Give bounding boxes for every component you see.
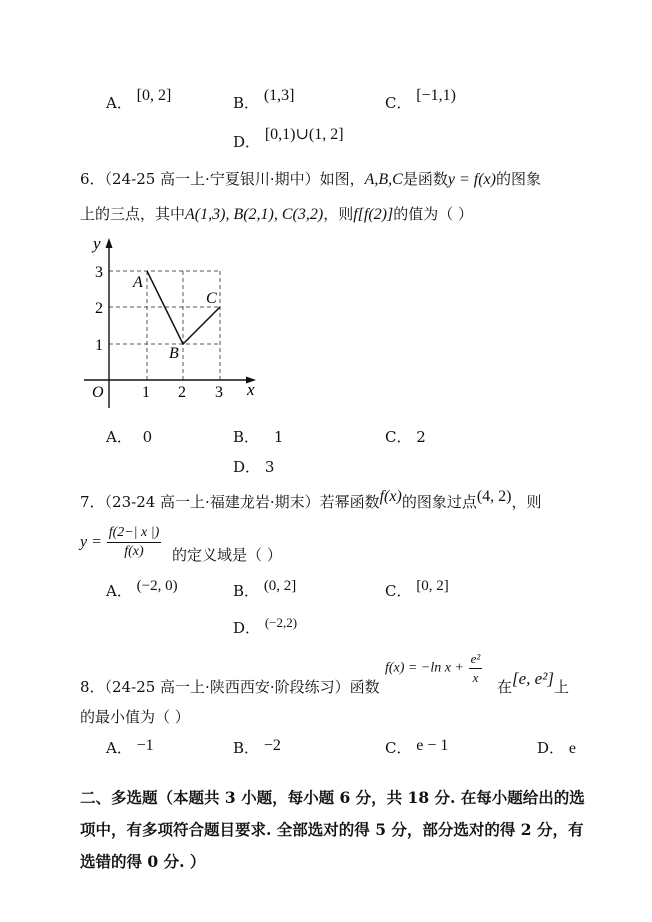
function-expr: f(x) bbox=[379, 488, 402, 505]
option-letter: B． bbox=[233, 94, 260, 112]
option-letter: A． bbox=[106, 739, 132, 757]
function-lhs: f(x) = −ln x + bbox=[385, 660, 464, 676]
q7-fraction bbox=[107, 524, 162, 561]
point-label-b: B bbox=[169, 345, 179, 362]
q7-stem-line2 bbox=[80, 524, 282, 564]
x-tick-label: 2 bbox=[178, 384, 186, 401]
option-value: 0 bbox=[142, 428, 153, 446]
option-value: 2 bbox=[416, 428, 426, 446]
y-axis-arrow bbox=[106, 238, 113, 248]
stem-text: 的定义域是（ ） bbox=[172, 546, 282, 564]
y-axis-label: y bbox=[93, 234, 101, 253]
q8-option-c bbox=[385, 737, 448, 758]
section2-line2: 项中，有多项符合题目要求. 全部选对的得 5 分，部分选对的得 2 分，有 bbox=[80, 820, 584, 839]
fraction-denominator: f(x) bbox=[124, 544, 144, 559]
option-value: [0, 2] bbox=[136, 87, 172, 104]
interval-expr: [e, e²] bbox=[512, 669, 554, 688]
y-tick-label: 2 bbox=[95, 300, 103, 317]
section2-line3: 选错的得 0 分. ） bbox=[80, 852, 206, 871]
x-axis-label: x bbox=[247, 380, 255, 399]
q7-option-b bbox=[233, 580, 296, 601]
fraction-numerator: e² bbox=[469, 650, 483, 669]
q8-fraction bbox=[469, 650, 483, 687]
fraction-denominator: x bbox=[472, 670, 479, 685]
option-letter: D． bbox=[233, 619, 261, 637]
option-letter: A． bbox=[106, 428, 132, 446]
x-tick-label: 1 bbox=[142, 384, 150, 401]
option-letter: C． bbox=[385, 582, 412, 600]
option-letter: B． bbox=[233, 582, 260, 600]
y-tick-label: 1 bbox=[95, 337, 103, 354]
option-value: −2 bbox=[263, 737, 281, 754]
option-value: (0, 2] bbox=[263, 578, 297, 594]
option-letter: C． bbox=[385, 94, 412, 112]
composite-expr: f[f(2)] bbox=[353, 206, 394, 223]
stem-text: 的图象过点 bbox=[401, 493, 477, 511]
y-tick-label: 3 bbox=[95, 264, 103, 281]
x-tick-label: 3 bbox=[215, 384, 223, 401]
q8-interval bbox=[497, 669, 569, 697]
option-letter: A． bbox=[106, 582, 132, 600]
q8-function-expr bbox=[385, 650, 482, 687]
option-value: 1 bbox=[273, 428, 284, 446]
question-number: 8． bbox=[80, 678, 105, 696]
q7-option-c bbox=[385, 580, 449, 601]
option-letter: D． bbox=[537, 739, 565, 757]
fraction-numerator: f(2−| x |) bbox=[107, 524, 162, 543]
question-source: （24-25 高一上·宁夏银川·期中）如图， bbox=[104, 170, 365, 188]
option-value: (−2, 0) bbox=[136, 578, 178, 594]
option-value: 3 bbox=[264, 458, 275, 476]
question-number: 7． bbox=[80, 493, 105, 511]
option-letter: D． bbox=[233, 133, 261, 151]
option-value: −1 bbox=[136, 737, 154, 754]
q8-option-a bbox=[106, 737, 154, 758]
option-letter: A． bbox=[106, 94, 132, 112]
option-value: e bbox=[568, 740, 576, 757]
question-number: 6． bbox=[80, 170, 105, 188]
stem-text: 上的三点，其中 bbox=[80, 205, 186, 223]
q7-option-d bbox=[233, 617, 297, 638]
stem-text: 在 bbox=[497, 678, 513, 696]
stem-text: ，则 bbox=[511, 493, 542, 511]
option-value: e − 1 bbox=[416, 737, 449, 754]
option-value: [−1,1) bbox=[416, 87, 456, 104]
stem-text: 是函数 bbox=[402, 170, 448, 188]
stem-text: 的最小值为（ ） bbox=[80, 708, 190, 726]
q8-option-b bbox=[233, 737, 281, 758]
point-label-c: C bbox=[206, 290, 217, 307]
q6-option-c bbox=[385, 426, 426, 447]
q6-option-d bbox=[233, 456, 274, 477]
option-value: (1,3] bbox=[263, 87, 295, 104]
option-value: (−2,2) bbox=[264, 615, 298, 630]
option-letter: B． bbox=[233, 428, 260, 446]
y-equals: y = bbox=[80, 533, 102, 551]
q6-option-a bbox=[106, 426, 152, 447]
option-letter: B． bbox=[233, 739, 260, 757]
point-coords: A(1,3), B(2,1), C(3,2) bbox=[185, 206, 324, 223]
option-letter: D． bbox=[233, 458, 261, 476]
q6-option-b bbox=[233, 426, 283, 447]
points-label: A,B,C bbox=[364, 171, 403, 188]
function-expr: y = f(x) bbox=[447, 171, 496, 188]
stem-text: 的值为（ ） bbox=[393, 205, 473, 223]
point-coords: (4, 2) bbox=[476, 488, 512, 505]
point-label-a: A bbox=[133, 274, 143, 291]
option-letter: C． bbox=[385, 739, 412, 757]
section2-line1: 二、多选题（本题共 3 小题，每小题 6 分，共 18 分. 在每小题给出的选 bbox=[80, 788, 585, 807]
option-value: [0, 2] bbox=[416, 578, 449, 594]
option-letter: C． bbox=[385, 428, 412, 446]
q7-option-a bbox=[106, 580, 178, 601]
origin-label: O bbox=[92, 384, 104, 401]
option-value: [0,1)∪(1, 2] bbox=[264, 126, 344, 143]
stem-text: 上 bbox=[553, 678, 569, 696]
q8-stem-line1 bbox=[80, 676, 380, 697]
stem-text: ，则 bbox=[323, 205, 354, 223]
question-source: （23-24 高一上·福建龙岩·期末）若幂函数 bbox=[104, 493, 380, 511]
q8-stem-line2 bbox=[80, 706, 190, 727]
stem-text: 的图象 bbox=[495, 170, 541, 188]
question-source: （24-25 高一上·陕西西安·阶段练习）函数 bbox=[104, 678, 380, 696]
q7-stem-line1 bbox=[80, 488, 542, 512]
q8-option-d bbox=[537, 737, 576, 758]
